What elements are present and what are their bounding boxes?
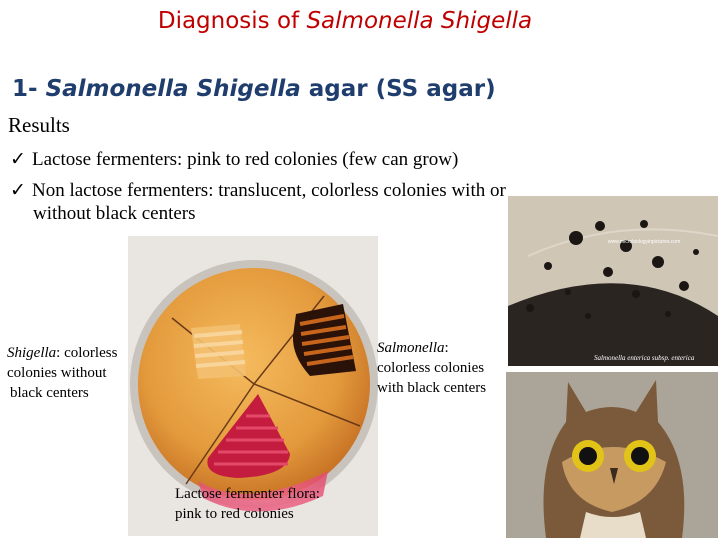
check-icon: ✓ <box>10 180 26 201</box>
lactose-desc: pink to red colonies <box>175 506 294 522</box>
subtitle-prefix: 1- <box>12 76 46 102</box>
owl-eye-left <box>572 440 604 472</box>
salmonella-name: Salmonella <box>377 340 445 356</box>
salmonella-desc: : colorless colonies with black centers <box>377 340 487 396</box>
page-title <box>0 8 690 34</box>
photo-caption: Salmonella enterica subsp. enterica <box>594 354 695 362</box>
photo-watermark: www.microbiologyinpictures.com <box>608 239 681 245</box>
check-icon: ✓ <box>10 149 26 170</box>
results-heading: Results <box>8 113 70 137</box>
shigella-desc-line3: black centers <box>10 385 89 401</box>
section-heading <box>12 76 496 102</box>
subtitle-suffix: agar (SS agar) <box>300 76 496 102</box>
lactose-fermenter-label <box>175 484 325 524</box>
shigella-label <box>7 343 132 403</box>
bullet-text: Lactose fermenters: pink to red colonies (few can grow) <box>32 149 459 170</box>
bullet-item <box>10 148 458 171</box>
subtitle-italic: Salmonella Shigella <box>45 76 301 102</box>
shigella-desc: : colorless colonies without <box>7 345 118 381</box>
salmonella-label <box>377 338 505 398</box>
owl-eye-right <box>624 440 656 472</box>
owl-photo <box>506 372 718 538</box>
title-italic: Salmonella Shigella <box>306 8 533 34</box>
title-prefix: Diagnosis of <box>157 8 307 34</box>
bullet-continuation: without black centers <box>33 203 196 224</box>
salmonella-colonies-photo <box>508 196 718 366</box>
bullet-text: Non lactose fermenters: translucent, colorless colonies with or <box>32 180 506 201</box>
shigella-streak <box>191 324 246 379</box>
bullet-item <box>10 179 506 202</box>
shigella-name: Shigella <box>7 345 57 361</box>
lactose-name: Lactose fermenter flora: <box>175 486 320 502</box>
